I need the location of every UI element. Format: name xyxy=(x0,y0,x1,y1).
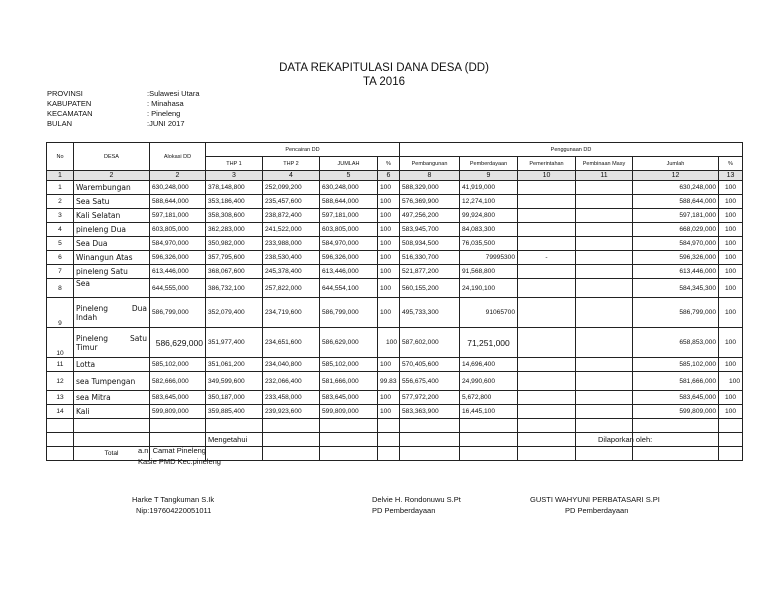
empty-cell xyxy=(74,433,150,447)
cell-thp2: 234,040,800 xyxy=(263,358,320,372)
header-persen: % xyxy=(378,157,400,171)
empty-cell xyxy=(400,419,460,433)
header-pemberdayaan: Pemberdayaan xyxy=(460,157,518,171)
cell-pemberdayaan: 84,083,300 xyxy=(460,223,518,237)
cell-persen: 99.83 xyxy=(378,372,400,391)
empty-cell xyxy=(518,433,576,447)
cell-jumlah: 644,554,100 xyxy=(320,279,378,298)
header-pembangunan: Pembangunan xyxy=(400,157,460,171)
row-desa: pineleng Satu xyxy=(74,265,150,279)
cell-thp1: 351,977,400 xyxy=(206,328,263,358)
cell-jumlah: 613,446,000 xyxy=(320,265,378,279)
cell-alokasi: 630,248,000 xyxy=(150,181,206,195)
row-desa: sea Tumpengan xyxy=(74,372,150,391)
row-no: 2 xyxy=(47,195,74,209)
cell-pembinaan xyxy=(576,391,633,405)
empty-cell xyxy=(633,419,719,433)
empty-cell xyxy=(47,419,74,433)
cell-persen: 100 xyxy=(378,237,400,251)
empty-cell xyxy=(320,447,378,461)
cell-pembinaan xyxy=(576,372,633,391)
info-label: BULAN xyxy=(47,119,73,128)
cell-pembinaan xyxy=(576,279,633,298)
col-number: 3 xyxy=(206,171,263,181)
cell-pemerintahan xyxy=(518,405,576,419)
cell-persen: 100 xyxy=(378,328,400,358)
cell-pemerintahan xyxy=(518,181,576,195)
signer-role-3: PD Pemberdayaan xyxy=(565,506,629,515)
row-desa: Sea xyxy=(74,279,150,298)
cell-thp2: 232,066,400 xyxy=(263,372,320,391)
cell-pemerintahan xyxy=(518,358,576,372)
region-info xyxy=(47,89,200,129)
cell-jumlah: 583,645,000 xyxy=(320,391,378,405)
cell-pembangunan: 556,675,400 xyxy=(400,372,460,391)
cell-thp1: 378,148,800 xyxy=(206,181,263,195)
cell-jumlah: 581,666,000 xyxy=(320,372,378,391)
empty-cell xyxy=(400,447,460,461)
cell-pembangunan: 588,329,000 xyxy=(400,181,460,195)
row-no: 13 xyxy=(47,391,74,405)
header-penggunaan: Penggunaan DD xyxy=(400,143,743,157)
cell-jumlah2: 658,853,000 xyxy=(633,328,719,358)
empty-cell xyxy=(320,419,378,433)
info-value: :JUNI 2017 xyxy=(147,119,185,128)
cell-pemerintahan xyxy=(518,195,576,209)
cell-jumlah2: 583,645,000 xyxy=(633,391,719,405)
cell-alokasi: 583,645,000 xyxy=(150,391,206,405)
header-thp2: THP 2 xyxy=(263,157,320,171)
empty-cell xyxy=(719,419,743,433)
cell-pembinaan xyxy=(576,223,633,237)
cell-persen: 100 xyxy=(378,265,400,279)
cell-persen2: 100 xyxy=(719,195,743,209)
table-row xyxy=(47,223,743,237)
info-value: : Minahasa xyxy=(147,99,184,108)
signer-name-1: Harke T Tangkuman S.Ik xyxy=(132,495,215,504)
table-row xyxy=(47,405,743,419)
col-number: 4 xyxy=(263,171,320,181)
cell-pemerintahan xyxy=(518,209,576,223)
cell-jumlah: 585,102,000 xyxy=(320,358,378,372)
empty-cell xyxy=(150,419,206,433)
table-row xyxy=(47,181,743,195)
cell-pemberdayaan: 24,190,100 xyxy=(460,279,518,298)
header-jumlah-penggunaan: Jumlah xyxy=(633,157,719,171)
cell-alokasi: 599,809,000 xyxy=(150,405,206,419)
cell-thp2: 233,458,000 xyxy=(263,391,320,405)
cell-persen: 100 xyxy=(378,223,400,237)
cell-pembangunan: 521,877,200 xyxy=(400,265,460,279)
empty-cell xyxy=(576,447,633,461)
col-number: 9 xyxy=(460,171,518,181)
header-desa: DESA xyxy=(74,143,150,171)
cell-alokasi: 586,799,000 xyxy=(150,298,206,328)
signer-role-2: PD Pemberdayaan xyxy=(372,506,436,515)
cell-pembangunan: 577,972,200 xyxy=(400,391,460,405)
row-no: 8 xyxy=(47,279,74,298)
cell-thp2: 245,378,400 xyxy=(263,265,320,279)
row-no: 1 xyxy=(47,181,74,195)
signer-nip-1: Nip:197604220051011 xyxy=(136,506,212,515)
desa-line: Indah xyxy=(76,312,98,322)
row-desa: pineleng Dua xyxy=(74,223,150,237)
cell-pembangunan: 583,363,900 xyxy=(400,405,460,419)
col-number: 5 xyxy=(320,171,378,181)
cell-thp1: 362,283,000 xyxy=(206,223,263,237)
cell-pembangunan: 583,945,700 xyxy=(400,223,460,237)
cell-pemerintahan xyxy=(518,237,576,251)
cell-pembangunan: 587,602,000 xyxy=(400,328,460,358)
recap-table xyxy=(46,142,743,461)
header-persen-penggunaan: % xyxy=(719,157,743,171)
cell-pembangunan: 495,733,300 xyxy=(400,298,460,328)
empty-cell xyxy=(518,447,576,461)
cell-pemberdayaan: 71,251,000 xyxy=(460,328,518,358)
cell-pemberdayaan: 91065700 xyxy=(460,298,518,328)
row-no: 11 xyxy=(47,358,74,372)
cell-persen2: 100 xyxy=(719,237,743,251)
col-number: 2 xyxy=(74,171,150,181)
row-desa xyxy=(74,298,150,328)
cell-persen: 100 xyxy=(378,209,400,223)
empty-cell xyxy=(206,419,263,433)
cell-pembinaan xyxy=(576,358,633,372)
empty-cell xyxy=(460,419,518,433)
cell-pemerintahan xyxy=(518,279,576,298)
cell-jumlah: 630,248,000 xyxy=(320,181,378,195)
total-label: Total xyxy=(74,447,150,461)
row-no: 10 xyxy=(47,328,74,358)
cell-alokasi: 613,446,000 xyxy=(150,265,206,279)
empty-cell xyxy=(47,433,74,447)
cell-pembinaan xyxy=(576,237,633,251)
cell-pemerintahan xyxy=(518,265,576,279)
row-no: 9 xyxy=(47,298,74,328)
cell-pemberdayaan: 5,672,800 xyxy=(460,391,518,405)
cell-jumlah: 603,805,000 xyxy=(320,223,378,237)
cell-jumlah2: 630,248,000 xyxy=(633,181,719,195)
cell-thp2: 239,923,600 xyxy=(263,405,320,419)
cell-pembinaan xyxy=(576,209,633,223)
cell-jumlah: 597,181,000 xyxy=(320,209,378,223)
desa-line: Pineleng xyxy=(76,333,109,343)
desa-line: Timur xyxy=(76,342,98,352)
cell-thp2: 235,457,600 xyxy=(263,195,320,209)
col-number: 2 xyxy=(150,171,206,181)
cell-alokasi: 603,805,000 xyxy=(150,223,206,237)
empty-cell xyxy=(263,433,320,447)
cell-jumlah2: 597,181,000 xyxy=(633,209,719,223)
info-value: : Pineleng xyxy=(147,109,181,118)
cell-pemberdayaan: 14,696,400 xyxy=(460,358,518,372)
col-number: 10 xyxy=(518,171,576,181)
col-number: 8 xyxy=(400,171,460,181)
cell-thp1: 368,067,600 xyxy=(206,265,263,279)
cell-persen: 100 xyxy=(378,181,400,195)
cell-alokasi: 586,629,000 xyxy=(150,328,206,358)
row-desa: Winangun Atas xyxy=(74,251,150,265)
col-number: 11 xyxy=(576,171,633,181)
cell-jumlah2: 585,102,000 xyxy=(633,358,719,372)
cell-persen2: 100 xyxy=(719,328,743,358)
cell-pembinaan xyxy=(576,405,633,419)
cell-jumlah2: 588,644,000 xyxy=(633,195,719,209)
empty-cell xyxy=(400,433,460,447)
table-row xyxy=(47,419,743,433)
table-row xyxy=(47,391,743,405)
row-no: 5 xyxy=(47,237,74,251)
cell-persen: 100 xyxy=(378,298,400,328)
empty-cell xyxy=(150,433,206,447)
row-no: 4 xyxy=(47,223,74,237)
info-label: KABUPATEN xyxy=(47,99,92,108)
cell-persen2: 100 xyxy=(719,405,743,419)
cell-pembangunan: 560,155,200 xyxy=(400,279,460,298)
document-title: DATA REKAPITULASI DANA DESA (DD) xyxy=(279,62,489,74)
desa-line: Satu xyxy=(129,333,147,343)
cell-pemberdayaan: 79995300 xyxy=(460,251,518,265)
empty-cell xyxy=(518,419,576,433)
info-value: :Sulawesi Utara xyxy=(147,89,200,98)
cell-thp2: 238,530,400 xyxy=(263,251,320,265)
row-desa: Sea Satu xyxy=(74,195,150,209)
cell-pemberdayaan: 41,919,000 xyxy=(460,181,518,195)
cell-thp2: 252,099,200 xyxy=(263,181,320,195)
empty-cell xyxy=(263,447,320,461)
row-no: 7 xyxy=(47,265,74,279)
cell-pembangunan: 516,330,700 xyxy=(400,251,460,265)
cell-alokasi: 588,644,000 xyxy=(150,195,206,209)
cell-thp1: 352,079,400 xyxy=(206,298,263,328)
cell-jumlah2: 613,446,000 xyxy=(633,265,719,279)
cell-pemerintahan xyxy=(518,223,576,237)
cell-alokasi: 584,970,000 xyxy=(150,237,206,251)
empty-cell xyxy=(719,447,743,461)
cell-thp1: 386,732,100 xyxy=(206,279,263,298)
cell-persen2: 100 xyxy=(719,358,743,372)
cell-pembinaan xyxy=(576,181,633,195)
cell-jumlah2: 599,809,000 xyxy=(633,405,719,419)
empty-cell xyxy=(460,433,518,447)
cell-thp1: 349,599,600 xyxy=(206,372,263,391)
empty-cell xyxy=(633,447,719,461)
cell-pembangunan: 508,934,500 xyxy=(400,237,460,251)
cell-pemerintahan xyxy=(518,298,576,328)
cell-persen: 100 xyxy=(378,279,400,298)
cell-thp2: 257,822,000 xyxy=(263,279,320,298)
table-row xyxy=(47,372,743,391)
cell-persen2: 100 xyxy=(719,298,743,328)
row-no: 14 xyxy=(47,405,74,419)
table-row xyxy=(47,237,743,251)
empty-cell xyxy=(378,433,400,447)
col-number: 6 xyxy=(378,171,400,181)
table-row xyxy=(47,328,743,358)
cell-pemberdayaan: 91,568,800 xyxy=(460,265,518,279)
empty-cell xyxy=(719,433,743,447)
header-alokasi: Alokasi DD xyxy=(150,143,206,171)
cell-jumlah: 596,326,000 xyxy=(320,251,378,265)
cell-jumlah2: 596,326,000 xyxy=(633,251,719,265)
cell-alokasi: 644,555,000 xyxy=(150,279,206,298)
desa-line: Dua xyxy=(131,303,147,313)
desa-line: Pineleng xyxy=(76,303,109,313)
cell-pemerintahan: - xyxy=(518,251,576,265)
row-desa: Sea Dua xyxy=(74,237,150,251)
empty-cell xyxy=(47,447,74,461)
cell-persen: 100 xyxy=(378,195,400,209)
cell-thp2: 233,988,000 xyxy=(263,237,320,251)
header-no: No xyxy=(47,143,74,171)
cell-alokasi: 582,666,000 xyxy=(150,372,206,391)
cell-persen2: 100 xyxy=(719,391,743,405)
row-desa: Kali xyxy=(74,405,150,419)
header-thp1: THP 1 xyxy=(206,157,263,171)
document-subtitle: TA 2016 xyxy=(363,76,405,88)
cell-pemberdayaan: 24,990,600 xyxy=(460,372,518,391)
cell-pembangunan: 497,256,200 xyxy=(400,209,460,223)
cell-pemberdayaan: 16,445,100 xyxy=(460,405,518,419)
cell-alokasi: 585,102,000 xyxy=(150,358,206,372)
row-no: 12 xyxy=(47,372,74,391)
cell-persen2: 100 xyxy=(719,251,743,265)
header-pencairan: Pencairan DD xyxy=(206,143,400,157)
cell-thp2: 234,719,600 xyxy=(263,298,320,328)
cell-jumlah2: 586,799,000 xyxy=(633,298,719,328)
cell-persen: 100 xyxy=(378,358,400,372)
cell-thp1: 351,061,200 xyxy=(206,358,263,372)
empty-cell xyxy=(320,433,378,447)
cell-persen2: 100 xyxy=(719,372,743,391)
signer-name-2: Delvie H. Rondonuwu S.Pt xyxy=(372,495,461,504)
cell-jumlah: 586,629,000 xyxy=(320,328,378,358)
cell-jumlah: 586,799,000 xyxy=(320,298,378,328)
cell-persen: 100 xyxy=(378,405,400,419)
cell-persen2: 100 xyxy=(719,223,743,237)
dilaporkan-label: Dilaporkan oleh: xyxy=(598,435,653,444)
cell-pembinaan xyxy=(576,251,633,265)
cell-thp1: 358,308,600 xyxy=(206,209,263,223)
cell-jumlah: 599,809,000 xyxy=(320,405,378,419)
table-row xyxy=(47,279,743,298)
row-desa: Lotta xyxy=(74,358,150,372)
cell-jumlah2: 581,666,000 xyxy=(633,372,719,391)
cell-persen: 100 xyxy=(378,251,400,265)
cell-jumlah2: 668,029,000 xyxy=(633,223,719,237)
cell-persen: 100 xyxy=(378,391,400,405)
cell-thp2: 241,522,000 xyxy=(263,223,320,237)
table-row xyxy=(47,265,743,279)
empty-cell xyxy=(378,447,400,461)
cell-persen2: 100 xyxy=(719,209,743,223)
table-row xyxy=(47,195,743,209)
info-label: PROVINSI xyxy=(47,89,83,98)
col-number: 12 xyxy=(633,171,719,181)
cell-thp1: 350,982,000 xyxy=(206,237,263,251)
cell-thp1: 350,187,000 xyxy=(206,391,263,405)
cell-thp1: 353,186,400 xyxy=(206,195,263,209)
cell-persen2: 100 xyxy=(719,279,743,298)
cell-pembangunan: 576,369,900 xyxy=(400,195,460,209)
mengetahui-label: Mengetahui xyxy=(208,435,248,444)
cell-thp1: 357,795,600 xyxy=(206,251,263,265)
row-desa: sea Mitra xyxy=(74,391,150,405)
cell-persen2: 100 xyxy=(719,265,743,279)
cell-pembinaan xyxy=(576,328,633,358)
table-row xyxy=(47,251,743,265)
col-number: 13 xyxy=(719,171,743,181)
row-no: 3 xyxy=(47,209,74,223)
header-pemerintahan: Pemerintahan xyxy=(518,157,576,171)
cell-pembinaan xyxy=(576,195,633,209)
cell-jumlah2: 584,970,000 xyxy=(633,237,719,251)
cell-pembangunan: 570,405,600 xyxy=(400,358,460,372)
col-number: 1 xyxy=(47,171,74,181)
cell-jumlah: 588,644,000 xyxy=(320,195,378,209)
table-row xyxy=(47,358,743,372)
header-pembinaan: Pembinaan Masy xyxy=(576,157,633,171)
info-label: KECAMATAN xyxy=(47,109,93,118)
table-row xyxy=(47,209,743,223)
an-camat-label: a.n. Camat Pineleng xyxy=(138,446,206,455)
empty-cell xyxy=(576,419,633,433)
header-jumlah: JUMLAH xyxy=(320,157,378,171)
cell-pemerintahan xyxy=(518,372,576,391)
kasie-label: Kasie PMD Kec.pineleng xyxy=(138,457,221,466)
cell-thp2: 238,872,400 xyxy=(263,209,320,223)
cell-pemberdayaan: 99,924,800 xyxy=(460,209,518,223)
row-desa: Warembungan xyxy=(74,181,150,195)
cell-pemberdayaan: 12,274,100 xyxy=(460,195,518,209)
cell-pemerintahan xyxy=(518,391,576,405)
signer-name-3: GUSTI WAHYUNI PERBATASARI S.PI xyxy=(530,495,660,504)
cell-alokasi: 597,181,000 xyxy=(150,209,206,223)
row-desa xyxy=(74,328,150,358)
cell-pemberdayaan: 76,035,500 xyxy=(460,237,518,251)
cell-thp1: 359,885,400 xyxy=(206,405,263,419)
empty-cell xyxy=(263,419,320,433)
empty-cell xyxy=(378,419,400,433)
cell-persen2: 100 xyxy=(719,181,743,195)
row-no: 6 xyxy=(47,251,74,265)
table-row xyxy=(47,298,743,328)
empty-cell xyxy=(74,419,150,433)
cell-pembinaan xyxy=(576,298,633,328)
cell-jumlah2: 584,345,300 xyxy=(633,279,719,298)
row-desa: Kali Selatan xyxy=(74,209,150,223)
cell-pembinaan xyxy=(576,265,633,279)
cell-thp2: 234,651,600 xyxy=(263,328,320,358)
cell-alokasi: 596,326,000 xyxy=(150,251,206,265)
cell-pemerintahan xyxy=(518,328,576,358)
empty-cell xyxy=(460,447,518,461)
cell-jumlah: 584,970,000 xyxy=(320,237,378,251)
